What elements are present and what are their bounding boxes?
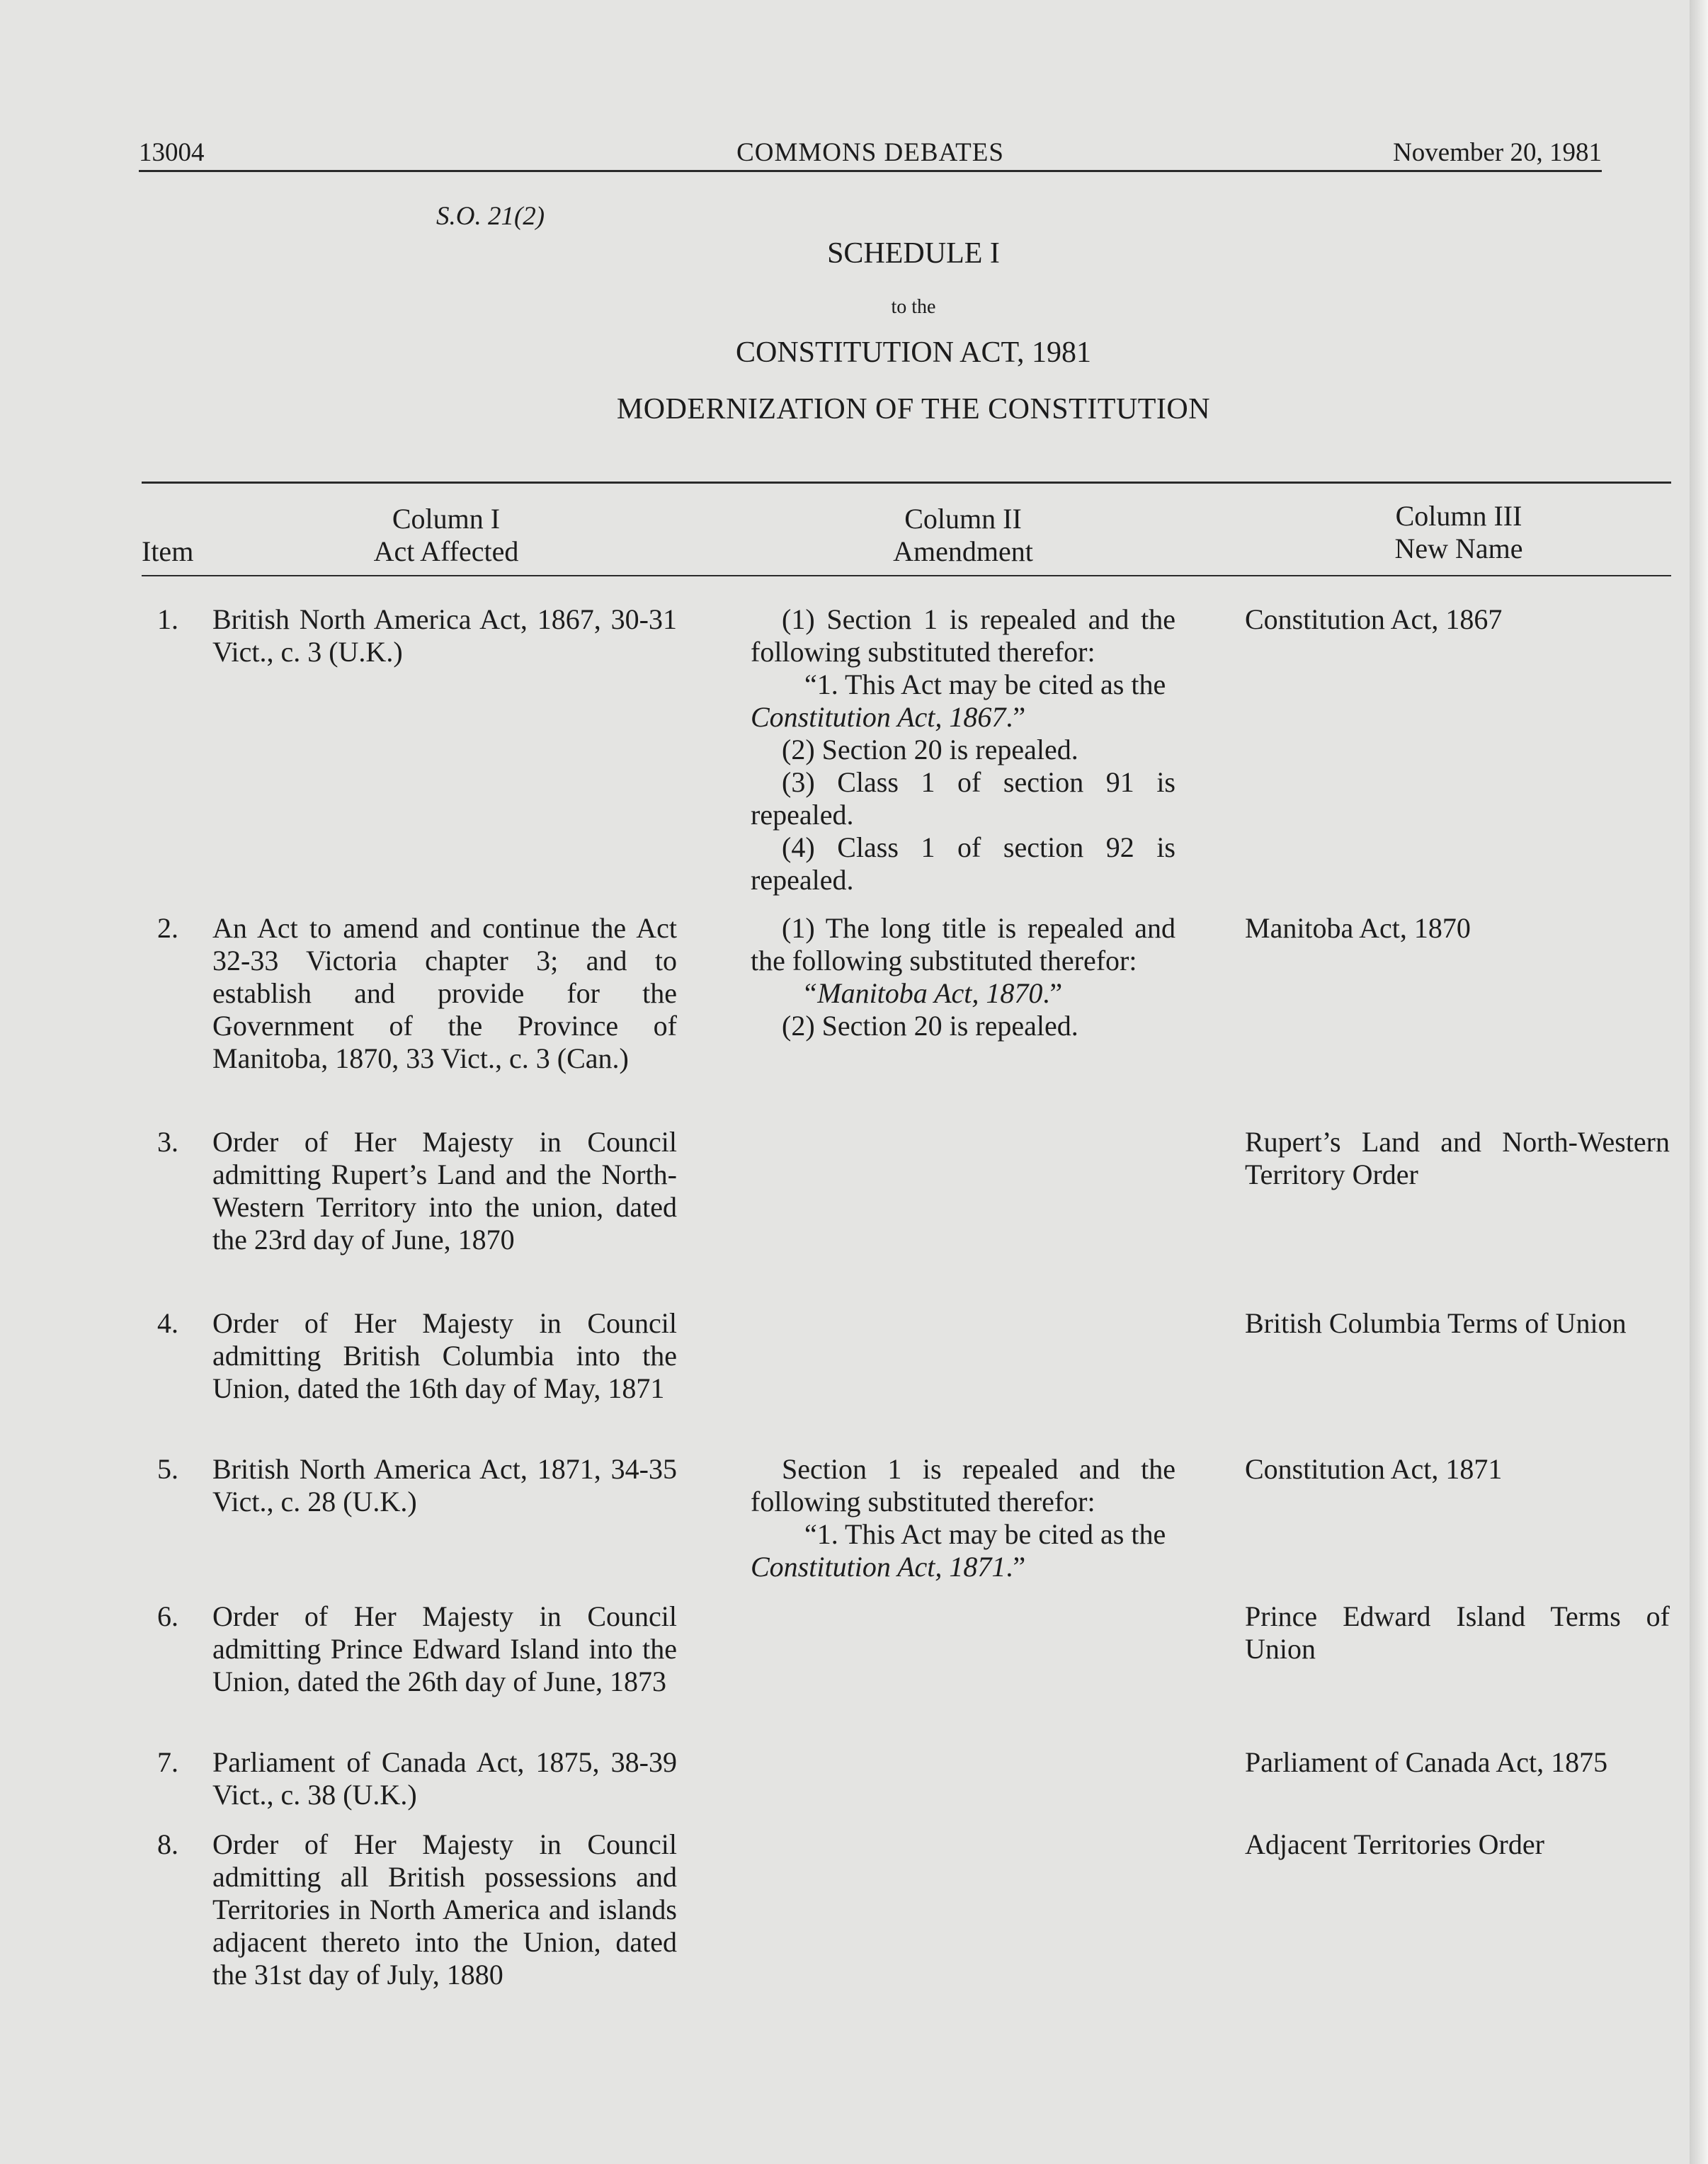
item-number: 4. — [157, 1307, 178, 1339]
act-affected: Order of Her Majesty in Council admitting Prince Edward Island into the Union, dated the 26th day of June, 1873 — [212, 1600, 677, 1697]
column-header-label: Act Affected — [373, 535, 519, 567]
schedule-title: SCHEDULE I — [827, 237, 1000, 270]
amendment-clause: (2) Section 20 is repealed. — [782, 734, 1078, 765]
item-number: 6. — [157, 1600, 178, 1632]
publication-date: November 20, 1981 — [1393, 138, 1602, 167]
column-header-label: New Name — [1394, 533, 1523, 564]
item-number: 1. — [157, 603, 178, 635]
amendment-quote — [751, 977, 1175, 1010]
column-header-label: Amendment — [893, 535, 1033, 567]
amendment — [751, 603, 1175, 896]
new-name: Manitoba Act, 1870 — [1245, 912, 1471, 944]
publication-title: COMMONS DEBATES — [736, 138, 1004, 167]
amendment-clause: (2) Section 20 is repealed. — [782, 1010, 1078, 1042]
new-name: Prince Edward Island Terms of Union — [1245, 1600, 1670, 1665]
act-affected: Parliament of Canada Act, 1875, 38-39 Vict., c. 38 (U.K.) — [212, 1746, 677, 1811]
amendment-quote — [751, 1518, 1175, 1583]
act-affected: Order of Her Majesty in Council admitting Rupert’s Land and the North-Western Territory into the union, dated the 23rd day of June, 1870 — [212, 1126, 677, 1255]
item-number: 5. — [157, 1453, 178, 1485]
quote-end: .” — [1006, 701, 1026, 733]
act-affected: British North America Act, 1871, 34-35 Vict., c. 28 (U.K.) — [212, 1453, 677, 1517]
schedule-act-title: CONSTITUTION ACT, 1981 — [735, 336, 1092, 369]
amendment-clause: (3) Class 1 of section 91 is repealed. — [751, 766, 1175, 831]
new-name: Rupert’s Land and North-Western Territory Order — [1245, 1126, 1670, 1190]
item-number: 8. — [157, 1828, 178, 1860]
quote-act-name: Manitoba Act, 1870 — [817, 977, 1043, 1009]
amendment-clause: Section 1 is repealed and the following substituted therefor: — [751, 1453, 1175, 1517]
column-header-label: Column II — [904, 503, 1022, 535]
quote-act-name: Constitution Act, 1867 — [751, 701, 1006, 733]
schedule-subtitle: MODERNIZATION OF THE CONSTITUTION — [616, 393, 1211, 426]
schedule-to-the: to the — [891, 296, 936, 318]
new-name: British Columbia Terms of Union — [1245, 1307, 1627, 1339]
quote-act-name: Constitution Act, 1871 — [751, 1551, 1006, 1583]
amendment — [751, 912, 1175, 1042]
new-name: Constitution Act, 1867 — [1245, 603, 1503, 635]
act-affected: Order of Her Majesty in Council admitting all British possessions and Territories in North America and islands adjacent thereto into the Union, dated the 31st day of July, 1880 — [212, 1828, 677, 1991]
column-header-act-affected — [212, 503, 680, 568]
page-edge — [1690, 0, 1708, 2164]
column-header-label: Column III — [1395, 500, 1522, 532]
page-header — [139, 137, 1602, 171]
new-name: Adjacent Territories Order — [1245, 1828, 1544, 1860]
amendment-clause: (1) The long title is repealed and the following substituted therefor: — [751, 912, 1175, 976]
new-name: Parliament of Canada Act, 1875 — [1245, 1746, 1608, 1778]
act-affected: Order of Her Majesty in Council admitting British Columbia into the Union, dated the 16th day of May, 1871 — [212, 1307, 677, 1404]
item-number: 3. — [157, 1126, 178, 1158]
column-header-amendment — [751, 503, 1175, 568]
table-top-rule — [142, 482, 1671, 484]
amendment-clause: (4) Class 1 of section 92 is repealed. — [751, 831, 1175, 896]
amendment-quote — [751, 668, 1175, 734]
item-number: 7. — [157, 1746, 178, 1778]
act-affected: An Act to amend and continue the Act 32-33 Victoria chapter 3; and to establish and provide for the Government of the Province of Manitoba, 1870, 33 Vict., c. 3 (Can.) — [212, 912, 677, 1074]
standing-order-ref: S.O. 21(2) — [436, 202, 545, 231]
header-rule — [139, 170, 1602, 172]
quote-end: .” — [1006, 1551, 1026, 1583]
amendment — [751, 1453, 1175, 1583]
amendment-clause: (1) Section 1 is repealed and the following substituted therefor: — [751, 603, 1175, 668]
quote-end: .” — [1042, 977, 1063, 1009]
column-header-label: Column I — [392, 503, 501, 535]
new-name: Constitution Act, 1871 — [1245, 1453, 1503, 1485]
table-header-rule — [142, 575, 1671, 576]
act-affected: British North America Act, 1867, 30-31 Vict., c. 3 (U.K.) — [212, 603, 677, 668]
item-number: 2. — [157, 912, 178, 944]
quote-text: “1. This Act may be cited as the — [804, 1518, 1166, 1550]
page-number: 13004 — [139, 138, 205, 167]
column-header-item: Item — [142, 535, 194, 567]
quote-text: “1. This Act may be cited as the — [804, 668, 1166, 700]
column-header-new-name — [1246, 500, 1671, 565]
quote-open: “ — [802, 977, 818, 1009]
